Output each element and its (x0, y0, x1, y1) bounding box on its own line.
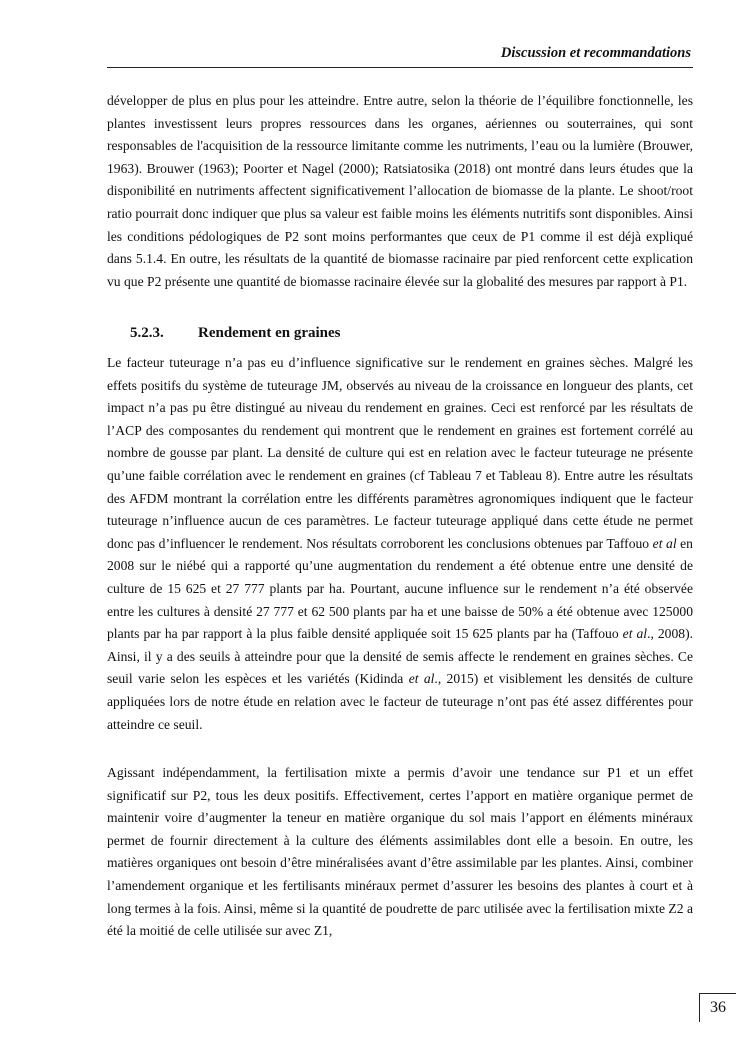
section-heading (130, 325, 341, 342)
section-title: Rendement en graines (198, 325, 341, 341)
paragraph-grain-yield-part-1: Le facteur tuteurage n’a pas eu d’influence significative sur le rendement en graines sèches. Malgré les effets positifs du système de tuteurage JM, observés au niveau de la croissance en longueur des plants, cet impact n’a pas pu être distingué au niveau du rendement en graines. Ceci est renforcé par les résultats de l’ACP des composantes du rendement qui montrent que le rendement en graines est fortement corrélé au nombre de gousse par plant. La densité de culture qui est en relation avec le facteur tuteurage ne présente qu’une faible corrélation avec le rendement en graines (cf Tableau 7 et Tableau 8). Entre autre les résultats des AFDM montrant la corrélation entre les différents paramètres agronomiques indiquent que le facteur tuteurage n’influence aucun de ces paramètres. Le facteur tuteurage appliqué dans cette étude ne permet donc pas d’influencer le rendement. Nos résultats corroborent les conclusions obtenues par Taffouo (107, 355, 693, 551)
header-title: Discussion et recommandations (500, 45, 691, 61)
paragraph-grain-yield (107, 352, 693, 736)
running-header (107, 43, 693, 68)
paragraph-grain-yield-part-2: en 2008 sur le niébé qui a rapporté qu’une augmentation du rendement a été obtenue entre une densité de culture de 15 625 et 27 777 plants par ha. Pourtant, aucune influence sur le rendement n’a été observée entre les cultures à densité 27 777 et 62 500 plants par ha et une baisse de 50% a été obtenue avec 125000 plants par ha par rapport à la plus faible densité appliquée soit 15 625 plants par ha (Taffouo (107, 535, 693, 642)
paragraph-grain-yield-part-3: ., 2008). Ainsi, il y a des seuils à atteindre pour que la densité de semis affecte le rendement en graines sèches. Ce seuil varie selon les espèces et les variétés (Kidinda (107, 626, 693, 687)
paragraph-mixed-fertilization: Agissant indépendamment, la fertilisation mixte a permis d’avoir une tendance sur P1 et un effet significatif sur P2, tous les deux positifs. Effectivement, certes l’apport en matière organique permet de maintenir voire d’augmenter la teneur en matière organique du sol mais l’apport en éléments minéraux permet de fournir directement à la culture des éléments assimilables dont elle a besoin. En outre, les matières organiques ont besoin d’être minéralisées avant d’être assimilable par les plantes. Ainsi, combiner l’amendement organique et les fertilisants minéraux permet d’assurer les besoins des plantes à court et à long termes à la fois. Ainsi, même si la quantité de poudrette de parc utilisée avec la fertilisation mixte Z2 a été la moitié de celle utilisée sur avec Z1, (107, 765, 693, 939)
citation-et-al: et al (622, 626, 648, 642)
page-number: 36 (699, 993, 736, 1022)
paragraph-biomass-allocation: développer de plus en plus pour les atteindre. Entre autre, selon la théorie de l’équilibre fonctionnelle, les plantes investissent leurs propres ressources dans les organes, aériennes ou souterraines, qui sont responsables de l'acquisition de la ressource limitante comme les nutriments, l’eau ou la lumière (Brouwer, 1963). Brouwer (1963); Poorter et Nagel (2000); Ratsiatosika (2018) ont montré dans leurs études que la disponibilité en nutriments affectent significativement l’allocation de biomasse de la plante. Le shoot/root ratio pourrait donc indiquer que plus sa valeur est faible moins les éléments nutritifs sont disponibles. Ainsi les conditions pédologiques de P2 sont moins performantes que ceux de P1 comme il est déjà expliqué dans 5.1.4. En outre, les résultats de la quantité de biomasse racinaire par pied renforcent cette explication vu que P2 présente une quantité de biomasse racinaire élevée sur la globalité des mesures par rapport à P1. (107, 93, 693, 289)
citation-et-al: et al (408, 671, 435, 687)
section-number: 5.2.3. (130, 325, 164, 341)
paragraph-grain-yield-part-4: ., 2015) et visiblement les densités de culture appliquées lors de notre étude en relation avec le facteur de tuteurage n’ont pas été assez différentes pour atteindre ce seuil. (107, 671, 693, 732)
citation-et-al: et al (652, 535, 677, 551)
